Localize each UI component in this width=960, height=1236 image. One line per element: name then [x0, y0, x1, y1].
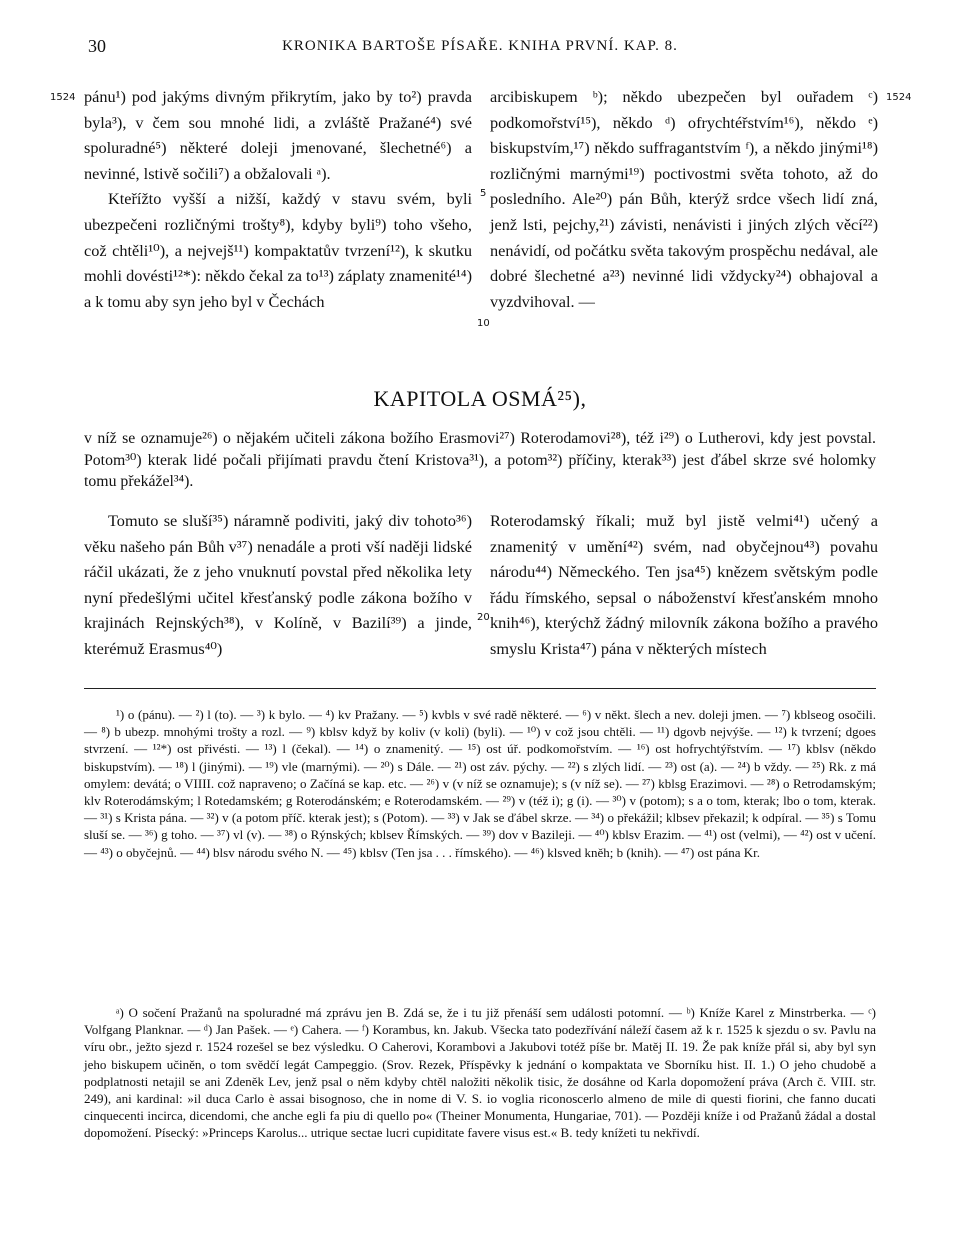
explanatory-footnotes	[84, 1004, 876, 1142]
chapter-summary: v níž se oznamuje²⁶) o nějakém učiteli zákona božího Erasmovi²⁷) Roterodamovi²⁸), též i²⁹) o Lutherovi, kdy jest povstal. Potom³⁰) kterak lidé počali přijímati pravdu čtení Kristova³¹), a potom³²) příčiny, kterak³³) jest ďábel skrze své holomky tomu překážel³⁴).	[84, 430, 876, 490]
page-header	[80, 36, 880, 62]
paragraph: pánu¹) pod jakýms divným přikrytím, jako by to²) pravda byla³), v čem sou mnohé lidi, a zvláště Pražané⁴) své spoluradné⁵) některé doleji jmenované, šlechetné⁶) a nevinné, lstivě sočili⁷) a obžalovali ᵃ).	[84, 87, 472, 183]
margin-line-5: 5	[480, 188, 487, 199]
margin-line-20: 20	[477, 612, 490, 623]
paragraph: Kteřížto vyšší a nižší, každý v stavu svém, byli ubezpečeni rozličnými trošty⁸), kdyby byli⁹) toho všeho, což chtěli¹⁰), a nejvejš¹¹) kompaktatův tvrzení¹²), k skutku mohli dovésti¹²*): někdo čekal za to¹³) záplaty znamenité¹⁴) a k tomu aby syn jeho byl v Čechách	[84, 189, 472, 311]
variant-footnotes	[84, 706, 876, 861]
margin-year-right: 1524	[886, 92, 912, 103]
footnote-paragraph: ᵃ) O sočení Pražanů na spoluradné má zprávu jen B. Zdá se, že i tu již přenáší sem události potomní. — ᵇ) Kníže Karel z Minstrberka. — ᶜ) Volfgang Planknar. — ᵈ) Jan Pašek. — ᵉ) Cahera. — ᶠ) Korambus, kn. Jakub. Všecka tato podezřívání náleží časem až k r. 1525 k sjezdu o sv. Pavlu na víru obr., ježto sjezd r. 1524 rozešel se bez výsledku. O Caherovi, Korambovi a Jakubovi totéž píše br. Matěj II. 19. Že pak kníže přál si, aby byl syn jeho biskupem učiněn, o tom svědčí legát Campeggio. (Srov. Rezek, Příspěvky k jednání o kompaktata ve Sborníku hist. II. 1.) O jeho chudobě a podplatnosti netajil se ani Zdeněk Lev, jenž psal o něm kdyby chtěl naložiti několik tisic, že dosáhne od Karla dopomožení práva (Arch č. VIII. str. 249), ani kardinal: »il duca Carlo è assai bisognoso, che in nome di V. S. io voglia riconoscerlo almeno de mile di questi fiorini, che fanno ducati cinquecenti incirca, dicendomi, che anche egli fa piu di quello po« (Theiner Monumenta, Hungariae, 701). — Později kníže i od Pražanů žádal a dostal dopomožení. Písecký: »Princeps Karolus... utrique sectae lucri cupiditate favere visus est.« B. tedy knížeti tu nekřivdí.	[84, 1005, 876, 1141]
left-column-top	[84, 84, 472, 314]
right-column-top	[490, 84, 878, 314]
paragraph: Roterodamský říkali; muž byl jistě velmi⁴¹) učený a znamenitý v umění⁴²) svém, nad obyčejnou⁴³) povahu národu⁴⁴) Německého. Ten jsa⁴⁵) knězem světským podle řádu římského, sepsal o náboženství křesťanském mnoho knih⁴⁶), kterýchž žádný milovník zákona božího a pravého smyslu Krista⁴⁷) pána v některých místech	[490, 511, 878, 658]
page-number: 30	[88, 36, 106, 56]
running-title: KRONIKA BARTOŠE PÍSAŘE. KNIHA PRVNÍ. KAP. 8.	[282, 38, 678, 54]
footnote-rule	[84, 688, 876, 689]
paragraph: Tomuto se sluší³⁵) náramně podiviti, jaký div tohoto³⁶) věku našeho pán Bůh v³⁷) nenadále a proti vší naději lidské ráčil ukázati, že z jeho vnuknutí povstal před několika lety nyní předešlými učitel křesťanský podle zákona božího v krajinách Rejnských³⁸), v Kolíně, v Bazilí³⁹) a jinde, kterémuž Erasmus⁴⁰)	[84, 511, 472, 658]
chapter-title: KAPITOLA OSMÁ²⁵),	[373, 386, 587, 411]
right-column-bottom	[490, 508, 878, 662]
margin-year-left: 1524	[50, 92, 76, 103]
footnote-paragraph: ¹) o (pánu). — ²) l (to). — ³) k bylo. — ⁴) kv Pražany. — ⁵) kvbls v své radě některé. — ⁶) v někt. šlech a nev. doleji jmen. — ⁷) kblseog osočili. — ⁸) b ubezp. mnohými trošty a rozl. — ⁹) kblsv když by koliv (v koli) (byli). — ¹⁰) v což jsou chtěli. — ¹¹) dgovb nejvýše. — ¹²) k tvrzení; dgoes stvrzení. — ¹²*) ost přivésti. — ¹³) l (čekal). — ¹⁴) o znamenitý. — ¹⁵) ost úř. podkomořstvím. — ¹⁶) ost hofrychtýřstvím. — ¹⁷) kblsv (někdo biskupstvím). — ¹⁸) l (jinými). — ¹⁹) vle (marnými). — ²⁰) s Dále. — ²¹) ost záv. pýchy. — ²²) s zlých lidí. — ²³) ost (a). — ²⁴) b vždy. — ²⁵) Rk. z má omylem: devátá; o VIIII. což napraveno; o Začíná se kap. etc. — ²⁶) v (v níž se oznamuje); s (v níž se). — ²⁷) kblsg Erazimovi. — ²⁸) o Retrodamským; klv Roterodámským; l Rotedamském; g Roterodánském; e Roterodamském. — ²⁹) v (též i); g (i). — ³⁰) v (potom); s a o tom, kterak; lbo o tom, kterak. — ³¹) s Krista pána. — ³²) v (a potom příč. kterak jest); s (Potom). — ³³) v Jak se ďábel skrze. — ³⁴) o překážil; klbsev překazil; k odpíral. — ³⁵) s Tomu sluší se. — ³⁶) g toho. — ³⁷) vl (v). — ³⁸) o Rýnských; kblsev Římských. — ³⁹) dov v Bazileji. — ⁴⁰) kblsv Erazim. — ⁴¹) ost (velmi), — ⁴²) ost v učení. — ⁴³) o obyčejnů. — ⁴⁴) blsv národu svého N. — ⁴⁵) kblsv (Ten jsa . . . římského). — ⁴⁶) klsved kněh; b (knih). — ⁴⁷) ost pána Kr.	[84, 707, 876, 860]
left-column-bottom	[84, 508, 472, 662]
margin-line-10: 10	[477, 318, 490, 329]
paragraph: arcibiskupem ᵇ); někdo ubezpečen byl ouřadem ᶜ) podkomořství¹⁵), někdo ᵈ) ofrychtéřstvím¹⁶), někdo ᵉ) biskupstvím,¹⁷) někdo suffragantstvím ᶠ), a někdo jinými¹⁸) rozličnými marnými¹⁹) poctivostmi světa tohoto, až do posledního. Ale²⁰) pán Bůh, kterýž srdce všech lidí zná, jenž lsti, pejchy,²¹) závisti, nenávisti i jiných zlých věcí²²) nenávidí, od počátku světa takovým prospěchu nedával, ale dobré šlechetné a²³) nevinné lidi vždycky²⁴) obhajoval a vyzdvihoval. —	[490, 87, 878, 311]
